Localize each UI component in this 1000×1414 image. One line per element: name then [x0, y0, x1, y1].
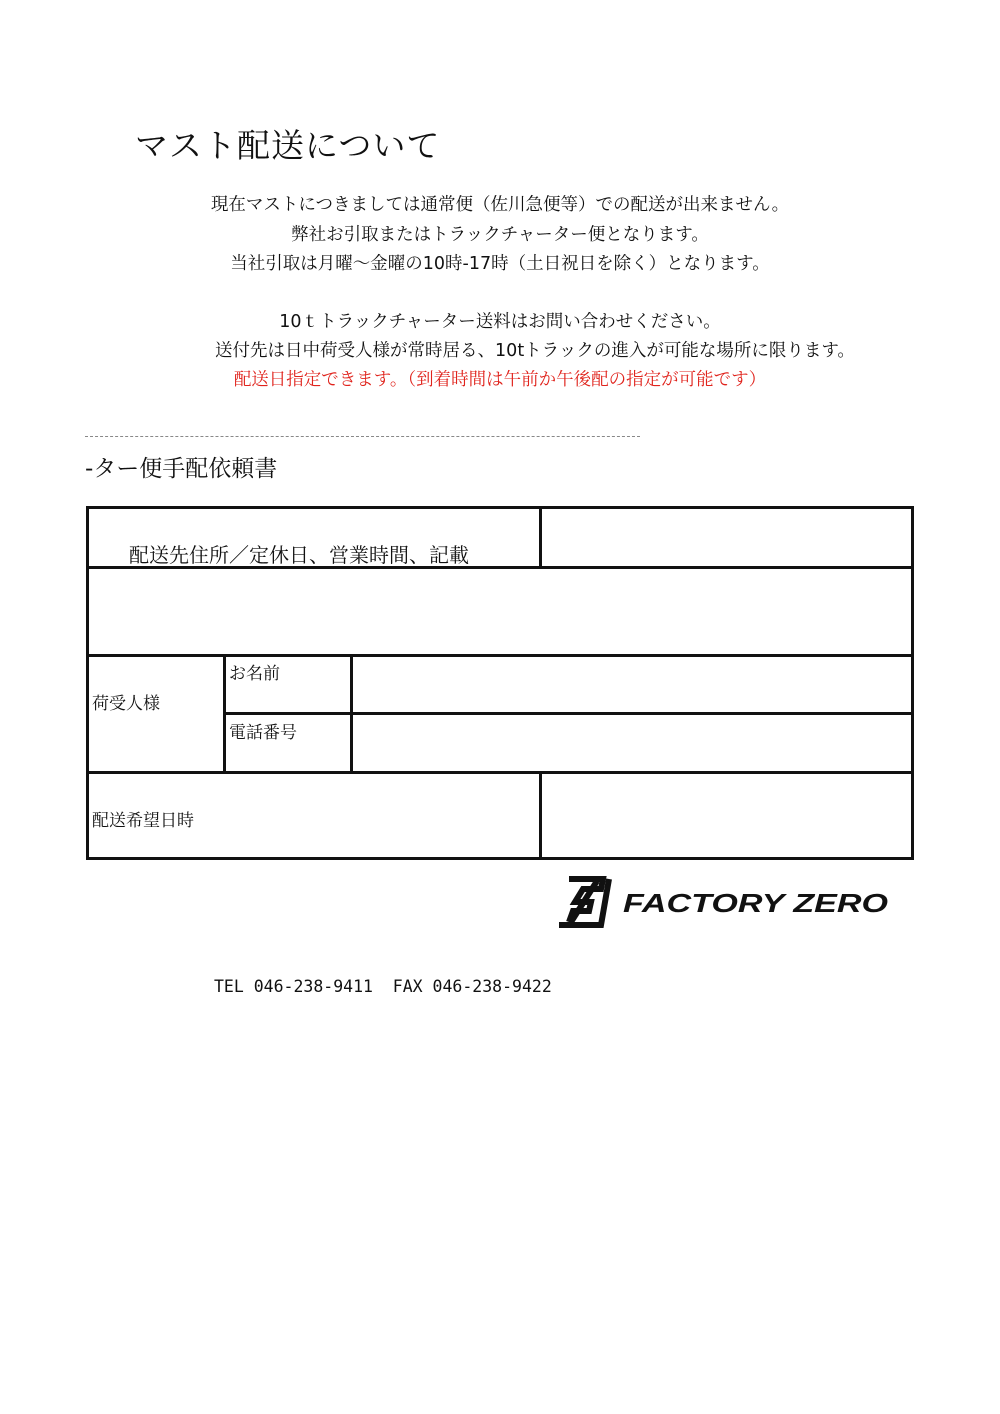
notice-highlight: 配送日指定できます。（到着時間は午前か午後配の指定が可能です）: [233, 370, 767, 390]
notice-line-2: 弊社お引取またはトラックチャーター便となります。: [291, 225, 709, 245]
contact-info: TEL 046-238-9411 FAX 046-238-9422: [214, 977, 552, 996]
page-title: マスト配送について: [135, 126, 441, 165]
name-label: お名前: [229, 664, 280, 684]
notice-line-3: 当社引取は月曜～金曜の10時-17時（土日祝日を除く）となります。: [230, 254, 770, 274]
delivery-date-label: 配送希望日時: [92, 811, 194, 831]
notice-line-1: 現在マストにつきましては通常便（佐川急便等）での配送が出来ません。: [210, 195, 790, 215]
address-field[interactable]: [89, 569, 911, 654]
notice-line-5: 送付先は日中荷受人様が常時居る、10tトラックの進入が可能な場所に限ります。: [215, 341, 855, 361]
phone-field[interactable]: [353, 715, 911, 771]
form-title: -ター便手配依頼書: [85, 456, 278, 482]
logo-mark-icon: [559, 879, 609, 925]
request-form: [86, 506, 914, 860]
address-date-field[interactable]: [542, 509, 911, 566]
company-logo: [553, 872, 893, 932]
logo-text: FACTORY ZERO: [623, 888, 888, 918]
address-label: 配送先住所／定休日、営業時間、記載: [129, 543, 469, 567]
delivery-date-field[interactable]: [542, 774, 911, 857]
name-field[interactable]: [353, 657, 911, 712]
section-divider: [85, 436, 640, 437]
phone-label: 電話番号: [229, 723, 297, 743]
notice-line-4: 10ｔトラックチャーター送料はお問い合わせください。: [279, 312, 721, 332]
form-line: [223, 654, 226, 771]
recipient-label: 荷受人様: [92, 694, 160, 714]
